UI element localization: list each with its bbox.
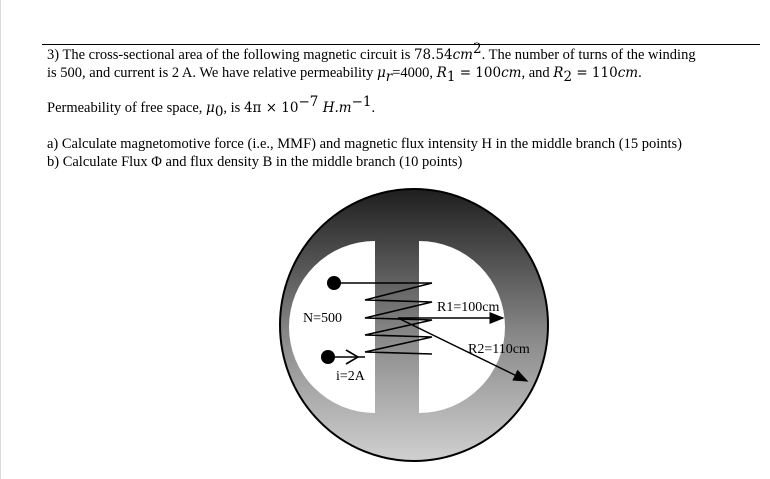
mu0-coefficient: 4π × 10 [243, 100, 299, 116]
area-value: 78.54 [413, 47, 453, 63]
r2-value: = 110 [572, 65, 618, 81]
part-b: b) Calculate Flux Φ and flux density B in the middle branch (10 points) [47, 154, 463, 170]
area-exponent: 2 [473, 41, 482, 58]
r1-value: = 100 [455, 65, 502, 81]
mu-r-value: =4000, [392, 65, 434, 81]
r2-unit: cm [617, 65, 639, 81]
area-unit: cm [452, 47, 473, 63]
mu-r-symbol: μ [376, 65, 386, 81]
and-text: , and [521, 65, 550, 81]
r1-subscript: 1 [446, 68, 456, 85]
mu0-unit-exponent: −1 [351, 94, 372, 111]
turns-intro: . The number of turns of the winding [481, 47, 696, 63]
current-label: i=2A [336, 369, 365, 384]
permeability-period: . [371, 100, 376, 116]
permeability-label: Permeability of free space, [47, 100, 203, 116]
r2-symbol: R [553, 65, 564, 81]
turns-label: N=500 [303, 311, 343, 326]
mu0-exponent: −7 [298, 94, 319, 111]
r1-label: R1=100cm [437, 300, 500, 315]
mu0-symbol: μ [206, 100, 215, 116]
question-number: 3) [47, 47, 60, 63]
mu0-unit: H.m [318, 100, 352, 116]
mu-r-subscript: r [385, 68, 393, 85]
terminal-bottom [321, 350, 335, 364]
r2-label: R2=110cm [468, 342, 530, 357]
terminal-top [327, 276, 341, 290]
is-text: , is [223, 100, 241, 116]
mu0-subscript: 0 [214, 103, 224, 120]
line-period: . [638, 65, 642, 81]
area-intro: The cross-sectional area of the following magnetic circuit is [62, 47, 411, 63]
turns-current-text: is 500, and current is 2 A. We have relative permeability [47, 65, 374, 81]
r2-subscript: 2 [563, 68, 573, 85]
part-a: a) Calculate magnetomotive force (i.e., MMF) and magnetic flux intensity H in the middle branch (15 points) [47, 136, 683, 152]
r1-symbol: R [436, 65, 447, 81]
r1-unit: cm [501, 65, 522, 81]
